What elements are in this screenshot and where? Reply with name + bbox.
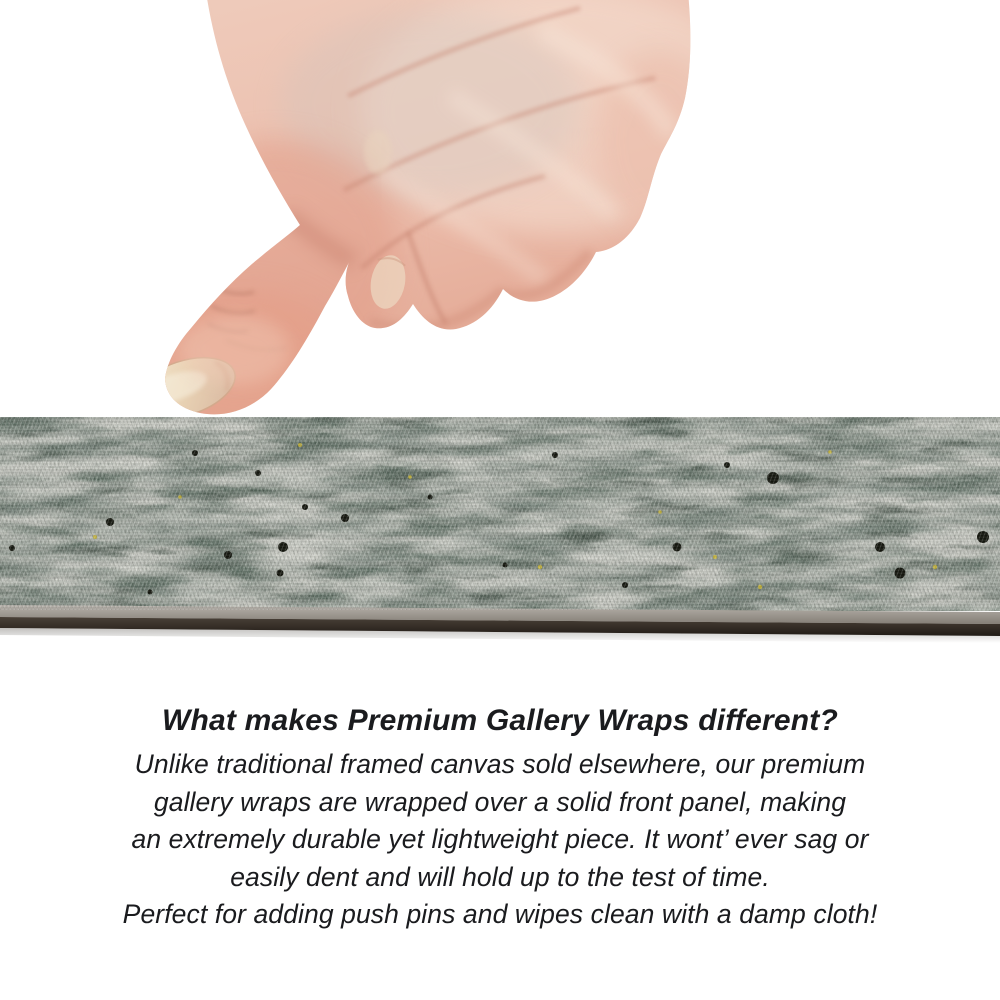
canvas-edge-strip [0,417,1000,643]
caption-line-2: gallery wraps are wrapped over a solid front panel, making [153,786,847,817]
caption-line-3: an extremely durable yet lightweight piece. It wont’ ever sag or [131,824,869,854]
canvas-weave-overlay [0,417,1000,610]
hand-shading [127,0,760,430]
caption-line-4: easily dent and will hold up to the test of time. [230,861,770,892]
caption-line-5: Perfect for adding push pins and wipes clean with a damp cloth! [122,899,878,929]
caption-line-1: Unlike traditional framed canvas sold elsewhere, our premium [134,749,866,779]
hand-photo [0,0,1000,430]
caption-block [0,702,1000,934]
caption-headline: What makes Premium Gallery Wraps different? [161,704,839,737]
